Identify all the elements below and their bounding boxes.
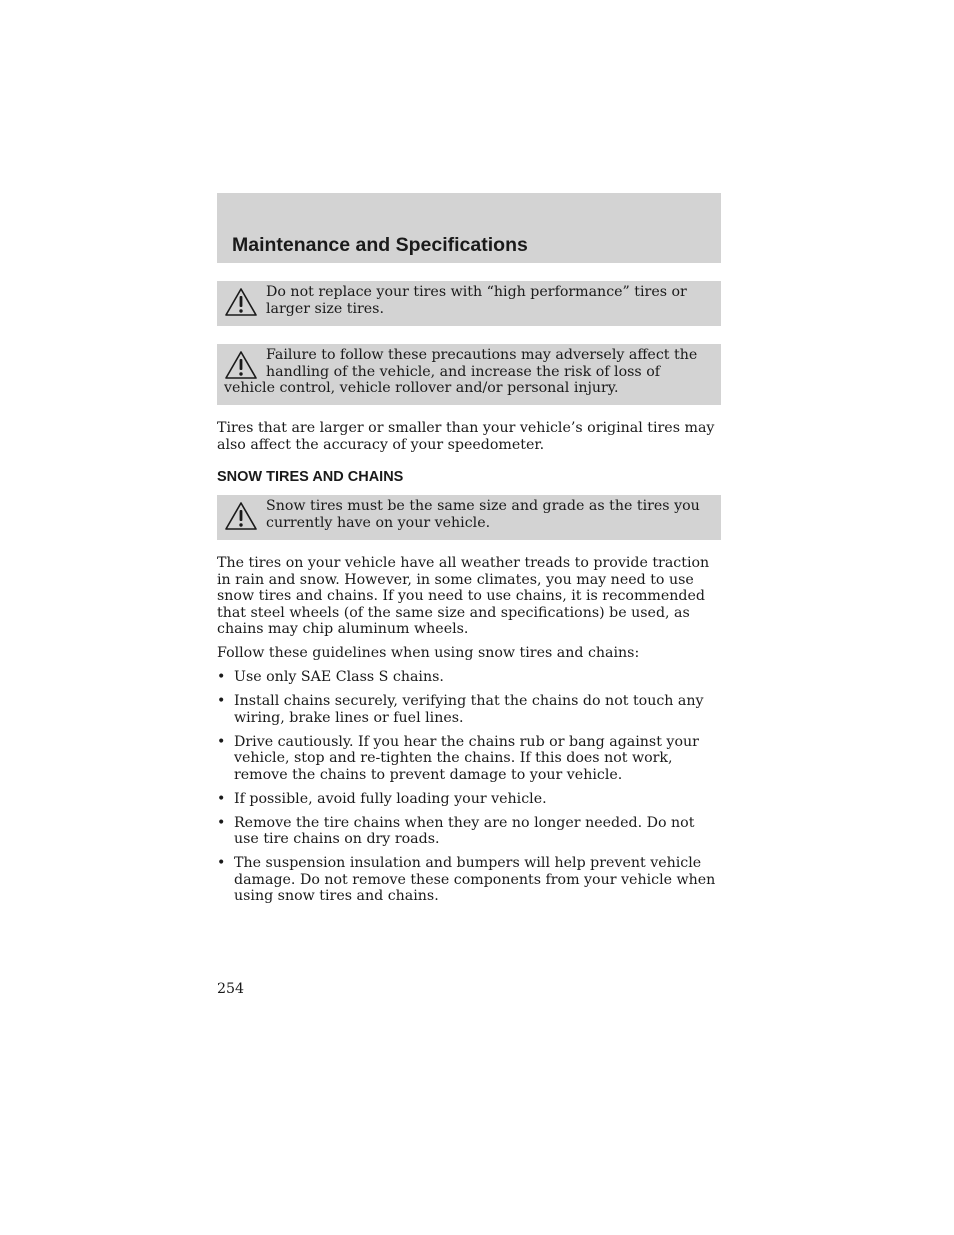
- warning-text: Failure to follow these precautions may adversely affect the handling of the vehicle, and increase the risk of loss of vehicle control, vehicle rollover and/or personal injury.: [224, 347, 698, 396]
- section-heading: SNOW TIRES AND CHAINS: [217, 469, 404, 485]
- intro-paragraph: Tires that are larger or smaller than your vehicle’s original tires may also affect the accuracy of your speedometer.: [217, 420, 715, 453]
- list-item-text: The suspension insulation and bumpers will help prevent vehicle damage. Do not remove these components from your vehicle when using snow tires and chains.: [234, 855, 716, 904]
- bullet: •: [217, 669, 226, 685]
- list-item-text: Remove the tire chains when they are no longer needed. Do not use tire chains on dry roads.: [234, 814, 695, 847]
- section-body: [217, 555, 721, 912]
- warning-triangle-icon: [224, 287, 258, 317]
- bullet: •: [217, 733, 226, 750]
- guidelines-list: [217, 669, 721, 905]
- warning-triangle-icon: [224, 501, 258, 531]
- list-item-text: If possible, avoid fully loading your vehicle.: [234, 790, 547, 807]
- list-item: [217, 693, 721, 726]
- list-item-text: Use only SAE Class S chains.: [234, 669, 444, 685]
- warning-text: Snow tires must be the same size and grade as the tires you currently have on your vehicle.: [266, 498, 700, 531]
- list-item-text: Drive cautiously. If you hear the chains rub or bang against your vehicle, stop and re-tighten the chains. If this does not work, remove the chains to prevent damage to your vehicle.: [234, 733, 699, 783]
- warning-text: Do not replace your tires with “high performance” tires or larger size tires.: [266, 284, 687, 317]
- list-item: [217, 791, 721, 808]
- warning-triangle-icon: [224, 350, 258, 380]
- section-header-band: [217, 193, 721, 263]
- list-item-text: Install chains securely, verifying that the chains do not touch any wiring, brake lines or fuel lines.: [234, 693, 704, 726]
- list-item: [217, 855, 721, 905]
- bullet: •: [217, 855, 226, 871]
- list-item: [217, 669, 721, 686]
- bullet: •: [217, 814, 226, 831]
- body-paragraph: Follow these guidelines when using snow tires and chains:: [217, 645, 640, 661]
- body-paragraph: The tires on your vehicle have all weather treads to provide traction in rain and snow. However, in some climates, you may need to use snow tires and chains. If you need to use chains, it is recommended that steel wheels (of the same size and specifications) be used, as chains may chip aluminum wheels.: [217, 555, 710, 637]
- intro-paragraph-block: [217, 420, 721, 453]
- list-item: [217, 815, 721, 848]
- bullet: •: [217, 693, 226, 709]
- warning-box: [217, 495, 721, 540]
- warning-box: [217, 281, 721, 326]
- page-title: Maintenance and Specifications: [232, 234, 528, 256]
- list-item: [217, 734, 721, 784]
- page-number: 254: [217, 981, 245, 997]
- warning-box: [217, 344, 721, 405]
- bullet: •: [217, 790, 226, 807]
